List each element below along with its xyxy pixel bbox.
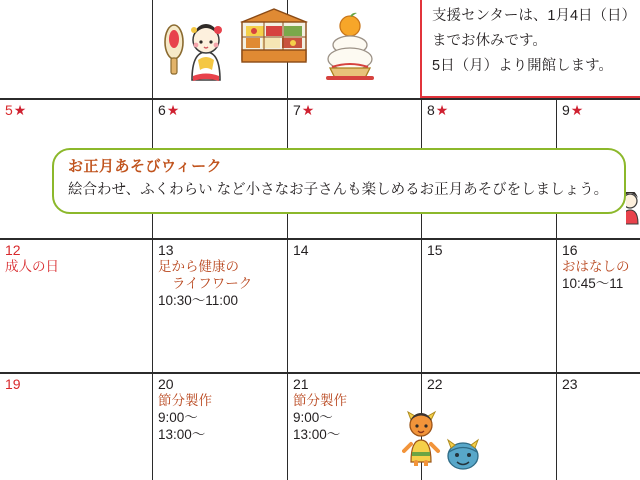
day-number: 7★ bbox=[293, 102, 315, 118]
table-cell-day-6 bbox=[153, 100, 287, 238]
day-number: 15 bbox=[427, 242, 443, 258]
event-label: 節分製作 bbox=[158, 393, 212, 408]
event-label: 成人の日 bbox=[5, 259, 59, 274]
event-time: 10:30〜11:00 bbox=[158, 293, 239, 308]
day-number: 5★ bbox=[5, 102, 27, 118]
table-cell-day-16 bbox=[557, 240, 640, 372]
table-cell-day-19 bbox=[0, 374, 152, 480]
event-label: ライフワーク bbox=[172, 276, 253, 291]
event-time: 13:00〜 bbox=[293, 427, 341, 442]
event-label: 節分製作 bbox=[293, 393, 347, 408]
table-cell-day-23 bbox=[557, 374, 640, 480]
day-number: 14 bbox=[293, 242, 309, 258]
day-number: 12 bbox=[5, 242, 21, 258]
table-cell-day-8 bbox=[422, 100, 556, 238]
day-number: 23 bbox=[562, 376, 578, 392]
notice-line-2: までお休みです。 bbox=[432, 33, 547, 49]
star-icon: ★ bbox=[570, 102, 584, 118]
table-cell-day-22 bbox=[422, 374, 556, 480]
table-cell-day-13 bbox=[153, 240, 287, 372]
table-cell-day-21 bbox=[288, 374, 421, 480]
banner-body: 絵合わせ、ふくわらい など小さなお子さんも楽しめるお正月あそびをしましょう。 bbox=[68, 182, 609, 198]
event-time: 13:00〜 bbox=[158, 427, 206, 442]
table-cell-day-12 bbox=[0, 240, 152, 372]
event-label: おはなしの bbox=[562, 259, 630, 274]
day-number: 21 bbox=[293, 376, 309, 392]
table-cell bbox=[0, 0, 152, 98]
day-number: 16 bbox=[562, 242, 578, 258]
day-number: 9★ bbox=[562, 102, 584, 118]
notice-line-1: 支援センターは、1月4日（日） bbox=[432, 8, 637, 24]
table-cell-day-20 bbox=[153, 374, 287, 480]
day-number: 20 bbox=[158, 376, 174, 392]
table-cell bbox=[557, 0, 640, 98]
star-icon: ★ bbox=[13, 102, 27, 118]
star-icon: ★ bbox=[166, 102, 180, 118]
table-cell bbox=[153, 0, 287, 98]
star-icon: ★ bbox=[435, 102, 449, 118]
table-cell-day-9 bbox=[557, 100, 640, 238]
table-cell bbox=[288, 0, 421, 98]
day-number: 6★ bbox=[158, 102, 180, 118]
day-number: 8★ bbox=[427, 102, 449, 118]
table-cell-day-7 bbox=[288, 100, 421, 238]
table-cell-day-15 bbox=[422, 240, 556, 372]
event-label: 足から健康の bbox=[158, 259, 239, 274]
day-number: 22 bbox=[427, 376, 443, 392]
day-number: 13 bbox=[158, 242, 174, 258]
table-cell-day-5 bbox=[0, 100, 152, 238]
banner-title: お正月あそびウィーク bbox=[68, 158, 223, 175]
table-cell-day-14 bbox=[288, 240, 421, 372]
event-time: 9:00〜 bbox=[293, 410, 333, 425]
notice-line-3: 5日（月）より開館します。 bbox=[432, 58, 613, 74]
event-time: 9:00〜 bbox=[158, 410, 198, 425]
day-number: 19 bbox=[5, 376, 21, 392]
event-time: 10:45〜11 bbox=[562, 276, 624, 291]
table-cell bbox=[422, 0, 556, 98]
star-icon: ★ bbox=[301, 102, 315, 118]
